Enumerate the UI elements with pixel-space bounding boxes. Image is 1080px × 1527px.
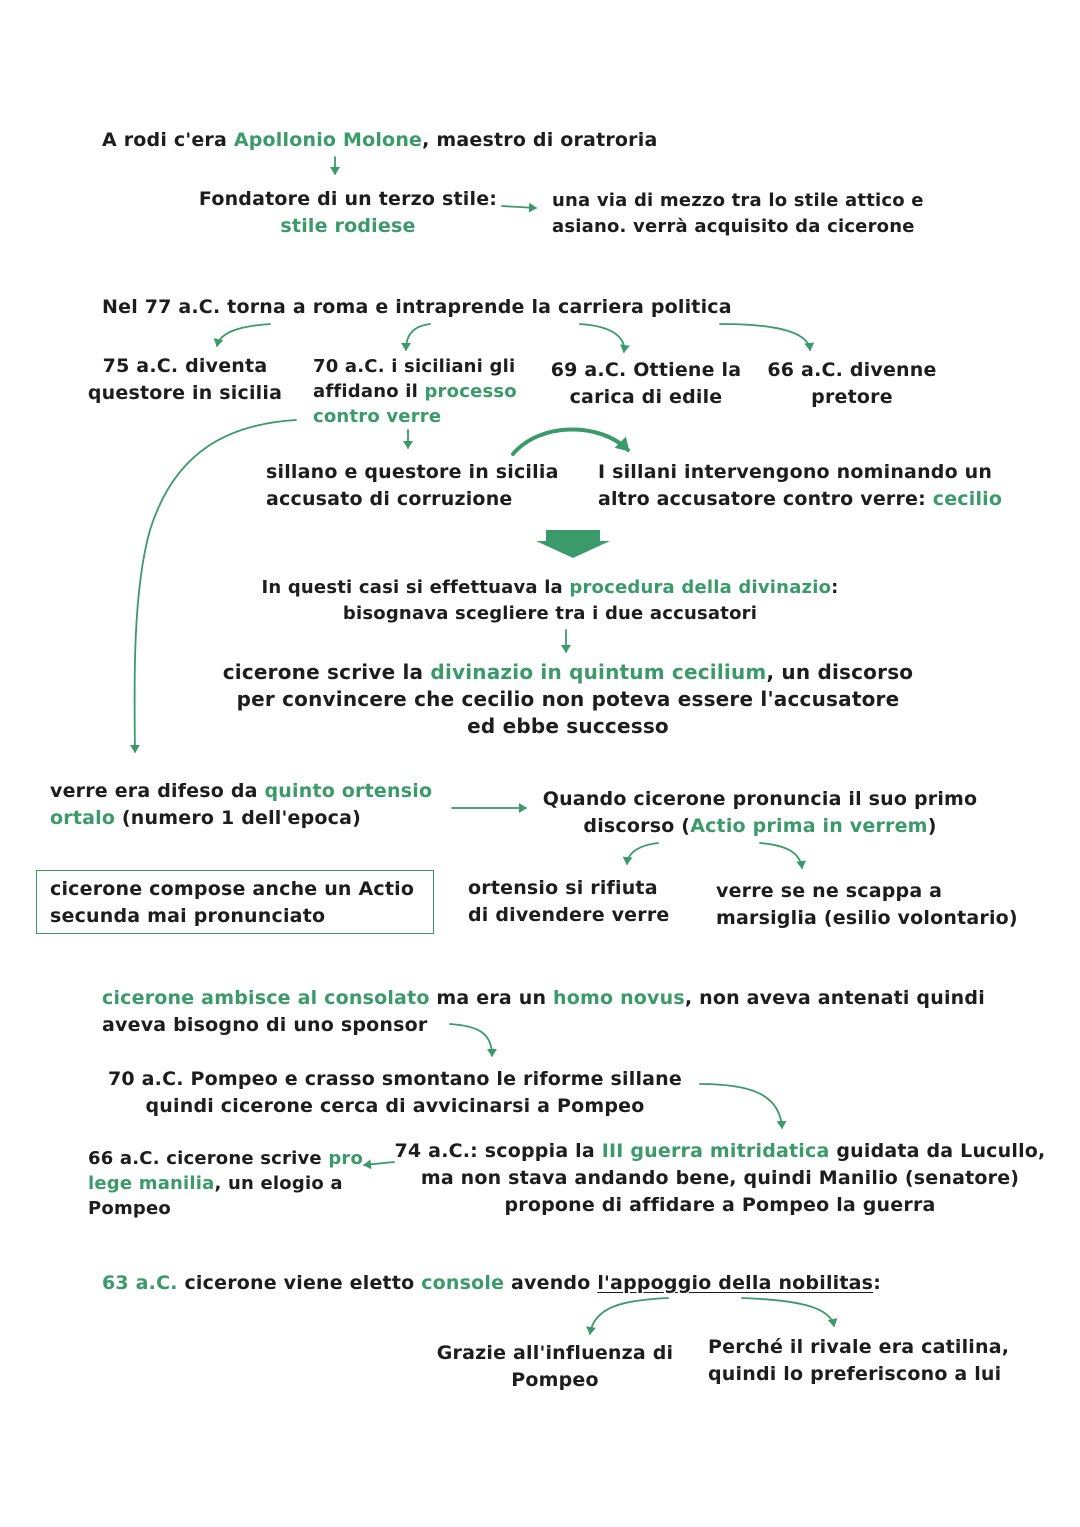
edile-line-2: carica di edile	[569, 386, 723, 408]
via-line-1: una via di mezzo tra lo stile attico e	[552, 190, 924, 211]
cicerone-line-3: ed ebbe successo	[467, 714, 669, 738]
manilia-line-1	[88, 1146, 363, 1171]
consolato-line-1	[102, 985, 985, 1012]
actio-line-2c: )	[927, 815, 937, 837]
processo-line-2a: affidano il	[313, 381, 425, 402]
lege-manilia-highlight: lege manilia	[88, 1173, 215, 1194]
sillano-line-2: accusato di corruzione	[266, 488, 513, 510]
quinto-ortensio: quinto ortensio	[264, 780, 433, 802]
carriera-heading: Nel 77 a.C. torna a roma e intraprende la carriera politica	[102, 296, 732, 318]
manilia-line-2b: , un elogio a	[214, 1173, 343, 1194]
mitridatica-line-3: propone di affidare a Pompeo la guerra	[504, 1194, 936, 1216]
actio-prima-node	[520, 786, 1000, 840]
intervengono-line-2	[598, 486, 1002, 513]
intervengono-node	[598, 459, 1002, 513]
procedura-divinazio: procedura della divinazio	[569, 577, 832, 598]
rivale-line-2: quindi lo preferiscono a lui	[708, 1363, 1002, 1385]
grazie-line-2: Pompeo	[511, 1369, 599, 1391]
terza-guerra-mitridatica: III guerra mitridatica	[601, 1140, 830, 1162]
stile-rodiese: stile rodiese	[280, 215, 416, 237]
mitridatica-line-1	[392, 1138, 1048, 1165]
processo-highlight: processo	[424, 381, 517, 402]
intervengono-line-2a: altro accusatore contro verre:	[598, 488, 933, 510]
intervengono-line-1: I sillani intervengono nominando un	[598, 461, 993, 483]
cicerone-line-1	[218, 659, 918, 686]
divinazio-in-quintum-cecilium: divinazio in quintum cecilium	[430, 660, 767, 684]
mitridatica-node	[392, 1138, 1048, 1219]
manilia-line-2	[88, 1171, 363, 1196]
edile-node	[548, 357, 744, 411]
appoggio-nobilitas: l'appoggio della nobilitas	[597, 1272, 874, 1294]
console-text-f: :	[873, 1272, 881, 1294]
divinazio-line-1a: In questi casi si effettuava la	[261, 577, 570, 598]
ortalo: ortalo	[50, 807, 116, 829]
pompeo-crasso-line-2: quindi cicerone cerca di avvicinarsi a Pompeo	[145, 1095, 645, 1117]
cicerone-divinazio-node	[218, 659, 918, 740]
cecilio: cecilio	[932, 488, 1003, 510]
sillano-node	[266, 459, 559, 513]
box-line-1: cicerone compose anche un Actio	[50, 878, 415, 900]
arrow-nobilitas-to-catilina	[742, 1298, 834, 1326]
consolato-line-1d: , non aveva antenati quindi	[684, 987, 985, 1009]
questore-node	[82, 353, 288, 407]
sillano-line-1: sillano e questore in sicilia	[266, 461, 559, 483]
consolato-line-1b: ma era un	[429, 987, 554, 1009]
molone-text-c: , maestro di oratroria	[422, 129, 658, 151]
pro-highlight: pro	[328, 1148, 364, 1169]
questore-line-1: 75 a.C. diventa	[102, 355, 268, 377]
manilia-line-1a: 66 a.C. cicerone scrive	[88, 1148, 329, 1169]
molone-text-a: A rodi c'era	[102, 129, 234, 151]
processo-node	[313, 354, 517, 429]
arrow-head-to-pretore	[720, 324, 810, 350]
verre-difeso-node	[50, 778, 432, 832]
verre-line-1a: verre era difeso da	[50, 780, 265, 802]
rivale-line-1: Perché il rivale era catilina,	[708, 1336, 1010, 1358]
arrow-mitridatica-to-pro-lege-manilia	[364, 1162, 394, 1165]
arrow-sillano-to-intervengono	[513, 429, 628, 454]
arrow-head-to-questore	[217, 324, 270, 346]
pretore-line-1: 66 a.C. divenne	[767, 359, 937, 381]
actio-secunda-text	[50, 876, 414, 930]
arrow-head-to-processo	[406, 324, 430, 350]
processo-line-3: contro verre	[313, 406, 442, 427]
edile-line-1: 69 a.C. Ottiene la	[550, 359, 742, 381]
via-di-mezzo-node	[552, 188, 924, 240]
grazie-pompeo-node	[430, 1340, 680, 1394]
cicerone-line-2: per convincere che cecilio non poteva essere l'accusatore	[236, 687, 900, 711]
mitridatica-line-1c: guidata da Lucullo,	[829, 1140, 1046, 1162]
ortensio-line-2: di divendere verre	[468, 904, 670, 926]
rivale-catilina-node	[708, 1334, 1009, 1388]
verre-line-2	[50, 805, 432, 832]
consolato-line-2: aveva bisogno di uno sponsor	[102, 1014, 428, 1036]
divinazio-line-2: bisognava scegliere tra i due accusatori	[342, 603, 758, 624]
verre-line-1	[50, 778, 432, 805]
ortensio-rifiuta-node	[468, 875, 670, 929]
arrow-actio-to-verre-escape	[760, 843, 802, 868]
fondatore-text: Fondatore di un terzo stile:	[198, 188, 498, 210]
actio-line-2	[520, 813, 1000, 840]
processo-line-1: 70 a.C. i siciliani gli	[313, 356, 516, 377]
console-text-d: avendo	[504, 1272, 598, 1294]
actio-prima-in-verrem: Actio prima in verrem	[690, 815, 928, 837]
actio-line-1: Quando cicerone pronuncia il suo primo	[542, 788, 978, 810]
console-highlight: console	[421, 1272, 505, 1294]
ortensio-line-1: ortensio si rifiuta	[468, 877, 658, 899]
cicerone-line-1c: , un discorso	[766, 660, 914, 684]
mitridatica-line-1a: 74 a.C.: scoppia la	[394, 1140, 602, 1162]
cicerone-line-1a: cicerone scrive la	[222, 660, 431, 684]
arrow-pompeo-crasso-to-mitridatica	[700, 1084, 782, 1128]
pro-lege-manilia-node	[88, 1146, 363, 1221]
year-63: 63 a.C.	[102, 1272, 178, 1294]
verre-marsiglia-node	[716, 878, 1018, 932]
big-down-arrow	[536, 530, 610, 558]
marsiglia-line-2: marsiglia (esilio volontario)	[716, 907, 1018, 929]
mitridatica-line-2: ma non stava andando bene, quindi Manilio (senatore)	[420, 1167, 1020, 1189]
grazie-line-1: Grazie all'influenza di	[436, 1342, 674, 1364]
via-line-2: asiano. verrà acquisito da cicerone	[552, 216, 915, 237]
pompeo-crasso-line-1: 70 a.C. Pompeo e crasso smontano le riforme sillane	[108, 1068, 682, 1090]
manilia-line-3: Pompeo	[88, 1198, 171, 1219]
ambisce-consolato: cicerone ambisce al consolato	[102, 987, 430, 1009]
pretore-line-2: pretore	[811, 386, 893, 408]
arrow-fondatore-to-via	[502, 206, 536, 208]
arrow-head-to-edile	[580, 324, 624, 352]
box-line-2: secunda mai pronunciato	[50, 905, 326, 927]
marsiglia-line-1: verre se ne scappa a	[716, 880, 943, 902]
pompeo-crasso-node	[100, 1066, 690, 1120]
consolato-node	[102, 985, 985, 1039]
divinazio-line-1	[240, 575, 860, 601]
divinazio-node	[240, 575, 860, 627]
homo-novus: homo novus	[553, 987, 685, 1009]
fondatore-node	[190, 186, 506, 240]
apollonio-molone: Apollonio Molone	[233, 129, 423, 151]
molone-line	[102, 127, 658, 154]
console-line	[102, 1270, 881, 1297]
pretore-node	[762, 357, 942, 411]
questore-line-2: questore in sicilia	[87, 382, 283, 404]
actio-line-2a: discorso (	[583, 815, 691, 837]
arrow-nobilitas-to-pompeo	[590, 1298, 668, 1334]
console-text-b: cicerone viene eletto	[177, 1272, 422, 1294]
verre-line-2b: (numero 1 dell'epoca)	[115, 807, 362, 829]
arrow-actio-to-ortensio	[627, 843, 658, 864]
divinazio-line-1c: :	[831, 577, 839, 598]
processo-line-2	[313, 379, 517, 404]
